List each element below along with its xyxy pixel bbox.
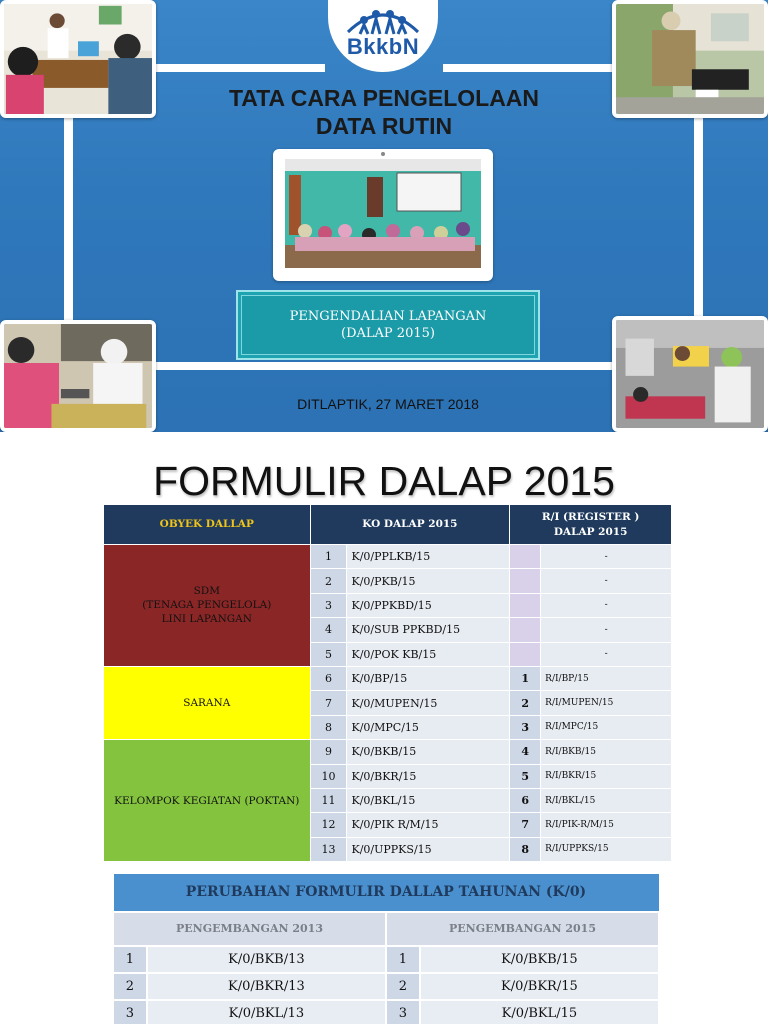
row-number: 3 [310,593,347,617]
row-number: 12 [310,813,347,837]
slide-title-line2: DATA RUTIN [315,113,453,139]
photo-motorcycle-officer [612,0,768,118]
ri-number [510,569,541,593]
dalap-banner-inner [241,295,535,355]
row-number-2013: 1 [113,946,147,973]
ri-code: R/I/MUPEN/15 [541,691,672,715]
row-number: 10 [310,764,347,788]
table-row [104,545,672,569]
ko-code: K/0/PIK R/M/15 [347,813,510,837]
slide-date: DITLAPTIK, 27 MARET 2018 [297,396,479,412]
row-number-2013: 2 [113,973,147,1000]
ko-code: K/0/UPPKS/15 [347,837,510,861]
ko-code: K/0/BKR/15 [347,764,510,788]
table-row [113,1000,659,1024]
row-number-2015: 1 [386,946,420,973]
category-sdm [104,545,311,667]
ri-number: 8 [510,837,541,861]
photo-mobile-clinic [612,316,768,432]
family-logo-icon [340,4,426,38]
ri-code: - [541,593,672,617]
dalap-banner [236,290,540,360]
header-2015: PENGEMBANGAN 2015 [386,912,659,946]
formulir-title: FORMULIR DALAP 2015 [153,458,615,504]
frame-bar-right [694,118,703,318]
row-number: 1 [310,545,347,569]
ri-code: R/I/BP/15 [541,666,672,690]
ko-code: K/0/PPLKB/15 [347,545,510,569]
ri-code: - [541,569,672,593]
ri-number [510,545,541,569]
slide-title [150,84,618,140]
ri-code: R/I/UPPKS/15 [541,837,672,861]
dalap-line2: (DALAP 2015) [341,326,435,341]
slide-title-line1: TATA CARA PENGELOLAAN [228,85,540,111]
ko-code: K/0/SUB PPKBD/15 [347,618,510,642]
header-ri [510,505,672,545]
code-2013: K/0/BKL/13 [147,1000,386,1024]
code-2015: K/0/BKL/15 [420,1000,659,1024]
table-row [113,946,659,973]
ko-code: K/0/BKB/15 [347,740,510,764]
table-row [113,973,659,1000]
category-sdm-line3: LINI LAPANGAN [161,613,252,626]
ri-code: R/I/PIK-R/M/15 [541,813,672,837]
row-number-2015: 2 [386,973,420,1000]
frame-bar-top-left [150,64,325,72]
row-number: 7 [310,691,347,715]
ri-code: - [541,545,672,569]
ri-number: 7 [510,813,541,837]
ri-code: R/I/BKR/15 [541,764,672,788]
ko-code: K/0/PKB/15 [347,569,510,593]
row-number: 2 [310,569,347,593]
monitor-camera-dot [381,152,385,156]
monitor-photo-frame [273,149,493,281]
title-slide [0,0,768,432]
ko-code: K/0/MPC/15 [347,715,510,739]
ko-code: K/0/POK KB/15 [347,642,510,666]
header-obyek: OBYEK DALLAP [104,505,311,545]
photo-health-check [0,320,156,432]
ri-number: 2 [510,691,541,715]
ri-number: 4 [510,740,541,764]
ri-code: - [541,642,672,666]
code-2013: K/0/BKR/13 [147,973,386,1000]
header-ko: KO DALAP 2015 [310,505,510,545]
table-row [104,740,672,764]
ko-code: K/0/BP/15 [347,666,510,690]
table-row [104,666,672,690]
frame-bar-left [64,118,73,323]
header-2013: PENGEMBANGAN 2013 [113,912,386,946]
row-number: 11 [310,788,347,812]
frame-bar-bottom [150,362,613,370]
formulir-header-row [104,505,672,545]
header-ri-line1: R/I (REGISTER ) [541,510,640,523]
ri-code: R/I/BKB/15 [541,740,672,764]
category-sdm-line1: SDM [193,585,220,598]
row-number-2015: 3 [386,1000,420,1024]
row-number-2013: 3 [113,1000,147,1024]
ri-code: - [541,618,672,642]
photo-meeting [285,159,481,268]
formulir-table [103,504,672,862]
ri-number [510,593,541,617]
logo-text: BkkbN [346,34,420,59]
ri-code: R/I/MPC/15 [541,715,672,739]
row-number: 13 [310,837,347,861]
ko-code: K/0/MUPEN/15 [347,691,510,715]
code-2015: K/0/BKB/15 [420,946,659,973]
perubahan-title: PERUBAHAN FORMULIR DALLAP TAHUNAN (K/0) [113,874,659,912]
row-number: 9 [310,740,347,764]
ri-code: R/I/BKL/15 [541,788,672,812]
row-number: 5 [310,642,347,666]
row-number: 8 [310,715,347,739]
code-2015: K/0/BKR/15 [420,973,659,1000]
perubahan-header-row [113,912,659,946]
dalap-line1: PENGENDALIAN LAPANGAN [289,309,487,324]
header-ri-line2: DALAP 2015 [553,525,628,538]
row-number: 4 [310,618,347,642]
perubahan-table [112,873,660,1024]
ri-number: 6 [510,788,541,812]
ri-number: 3 [510,715,541,739]
ri-number: 5 [510,764,541,788]
ko-code: K/0/BKL/15 [347,788,510,812]
frame-bar-top-right [443,64,613,72]
perubahan-banner-row [113,874,659,912]
photo-consultation [0,0,156,118]
ko-code: K/0/PPKBD/15 [347,593,510,617]
row-number: 6 [310,666,347,690]
category-sdm-line2: (TENAGA PENGELOLA) [142,599,272,612]
code-2013: K/0/BKB/13 [147,946,386,973]
category-poktan: KELOMPOK KEGIATAN (POKTAN) [104,740,311,862]
category-sarana: SARANA [104,666,311,739]
ri-number [510,642,541,666]
ri-number [510,618,541,642]
ri-number: 1 [510,666,541,690]
